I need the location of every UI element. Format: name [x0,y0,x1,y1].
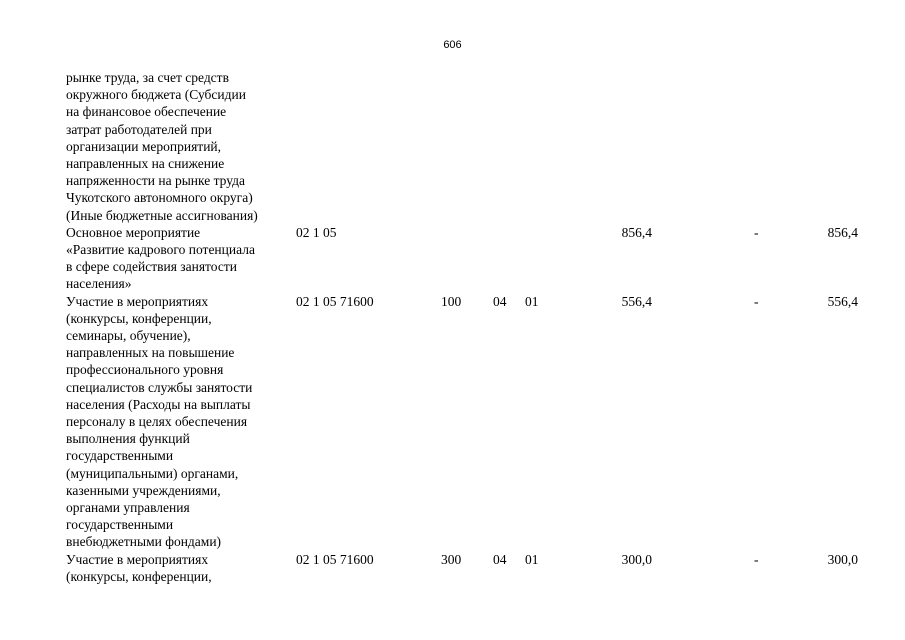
row-name-line: населения» [66,276,132,292]
table-row [0,69,905,224]
row-sum-1: 556,4 [621,293,652,309]
row-sum-2: - [754,551,759,567]
row-name-line: (конкурсы, конференции, [66,310,212,326]
table-row [0,224,905,293]
row-name-line: Основное мероприятие [66,224,201,240]
row-name-line: (конкурсы, конференции, [66,568,212,584]
row-name-line: семинары, обучение), [66,328,191,344]
row-name-line: затрат работодателей при [66,121,212,137]
row-name-line: (Иные бюджетные ассигнования) [66,207,258,223]
row-name-line: профессионального уровня [66,362,224,378]
page-number: 606 [443,39,462,51]
row-sum-2: - [754,224,759,240]
row-name-line: направленных на снижение [66,156,225,172]
row-name-line: рынке труда, за счет средств [66,70,229,85]
row-name-line: Участие в мероприятиях [66,293,209,309]
row-name-line: «Развитие кадрового потенциала [66,242,255,258]
table-row [0,293,905,551]
row-subsection: 01 [525,551,539,567]
row-sum-3: 300,0 [827,551,858,567]
row-name-line: в сфере содействия занятости [66,259,237,275]
row-section: 04 [493,293,507,309]
row-code: 02 1 05 71600 [296,551,374,567]
table-row [0,551,905,585]
row-name-line: окружного бюджета (Субсидии [66,87,246,103]
row-name-line: на финансовое обеспечение [66,104,227,120]
row-name [66,551,288,585]
row-name-line: органами управления [66,500,190,516]
row-name [66,69,288,224]
row-expense-type: 300 [441,551,462,567]
row-section: 04 [493,551,507,567]
row-sum-1: 300,0 [621,551,652,567]
row-sum-2: - [754,293,759,309]
row-subsection: 01 [525,293,539,309]
row-name-line: внебюджетными фондами) [66,534,222,550]
row-name-line: персоналу в целях обеспечения [66,414,248,430]
row-sum-3: 556,4 [827,293,858,309]
row-name [66,224,288,293]
row-name-line: организации мероприятий, [66,138,222,154]
row-name-line: напряженности на рынке труда [66,173,246,189]
row-sum-1: 856,4 [621,224,652,240]
row-name-line: направленных на повышение [66,345,235,361]
row-sum-3: 856,4 [827,224,858,240]
row-name-line: Участие в мероприятиях [66,551,209,567]
row-name-line: казенными учреждениями, [66,482,221,498]
row-name-line: населения (Расходы на выплаты [66,396,251,412]
row-name-line: государственными [66,448,174,464]
row-name-line: выполнения функций [66,431,190,447]
row-expense-type: 100 [441,293,462,309]
row-name-line: государственными [66,517,174,533]
row-name-line: специалистов службы занятости [66,379,253,395]
row-name [66,293,288,551]
row-code: 02 1 05 [296,224,337,240]
budget-table [0,69,905,585]
row-name-line: (муниципальными) органами, [66,465,239,481]
row-name-line: Чукотского автономного округа) [66,190,253,206]
row-code: 02 1 05 71600 [296,293,374,309]
